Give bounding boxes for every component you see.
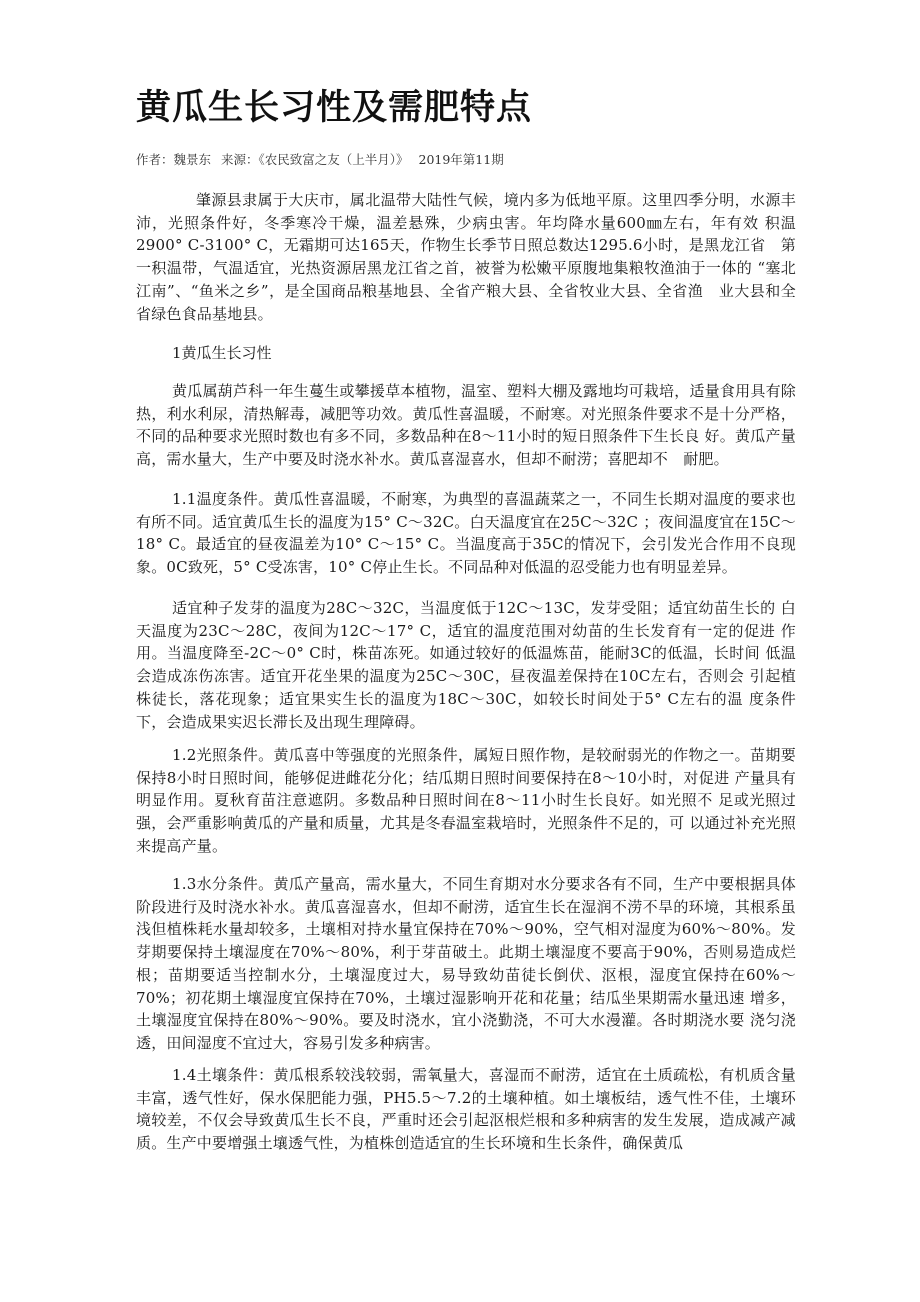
article-title: 黄瓜生长习性及需肥特点 (136, 88, 533, 128)
soil-paragraph: 1.4土壤条件：黄瓜根系较浅较弱，需氧量大，喜湿而不耐涝，适宜在土质疏松，有机质含量丰富，透气性好，保水保肥能力强，PH5.5～7.2的土壤种植。如土壤板结，透气性不佳，土壤环境较差，不仅会导致黄瓜生长不良，严重时还会引起沤根烂根和多种病害的发生发展，造成减产减质。生产中要增强土壤透气性，为植株创造适宜的生长环境和生长条件，确保黄瓜 (136, 1066, 796, 1153)
seedling-temperature-paragraph: 适宜种子发芽的温度为28C～32C，当温度低于12C～13C，发芽受阻；适宜幼苗生长的 白天温度为23C～28C，夜间为12C～17° C，适宜的温度范围对幼苗的生长发育有一定的促进 作用。当温度降至-2C～0° C时，株苗冻死。如通过较好的低温炼苗，能耐3C的低温，长时间 低温会造成冻伤冻害。适宜开花坐果的温度为25C～30C，昼夜温差保持在10C左右，否则会 引起植株徒长，落花现象；适宜果实生长的温度为18C～30C，如较长时间处于5° C左右的温 度条件下，会造成果实迟长滞长及出现生理障碍。 (136, 599, 796, 731)
section-heading: 1黄瓜生长习性 (172, 344, 272, 362)
issue: 2019年第11期 (418, 152, 504, 167)
source: 来源：《农民致富之友（上半月）》 (221, 152, 409, 167)
water-paragraph: 1.3水分条件。黄瓜产量高，需水量大，不同生育期对水分要求各有不同，生产中要根据具体阶段进行及时浇水补水。黄瓜喜湿喜水，但却不耐涝，适宜生长在湿润不涝不旱的环境，其根系虽浅但植株耗水量却较多，土壤相对持水量宜保持在70%～90%，空气相对湿度为60%～80%。发芽期要保持土壤湿度在70%～80%，利于芽苗破土。此期土壤湿度不要高于90%，否则易造成烂根；苗期要适当控制水分，土壤湿度过大，易导致幼苗徒长倒伏、沤根，湿度宜保持在60%～70%；初花期土壤湿度宜保持在70%，土壤过湿影响开花和花量；结瓜坐果期需水量迅速 增多，土壤湿度宜保持在80%～90%。要及时浇水，宜小浇勤浇，不可大水漫灌。各时期浇水要 浇匀浇透，田间湿度不宜过大，容易引发多种病害。 (136, 875, 796, 1052)
growth-habit-paragraph: 黄瓜属葫芦科一年生蔓生或攀援草本植物，温室、塑料大棚及露地均可栽培，适量食用具有除热，利水利尿，清热解毒，减肥等功效。黄瓜性喜温暖，不耐寒。对光照条件要求不是十分严格，不同的品种要求光照时数也有多不同，多数品种在8～11小时的短日照条件下生长良 好。黄瓜产量高，需水量大，生产中要及时浇水补水。黄瓜喜湿喜水，但却不耐涝；喜肥却不 耐肥。 (136, 382, 796, 469)
temperature-paragraph: 1.1温度条件。黄瓜性喜温暖，不耐寒，为典型的喜温蔬菜之一，不同生长期对温度的要求也有所不同。适宜黄瓜生长的温度为15° C～32C。白天温度宜在25C～32C ；夜间温度宜在15C～18° C。最适宜的昼夜温差为10° C～15° C。当温度高于35C的情况下，会引发光合作用不良现象。0C致死，5° C受冻害，10° C停止生长。不同品种对低温的忍受能力也有明显差异。 (136, 490, 796, 577)
intro-paragraph: 肇源县隶属于大庆市，属北温带大陆性气候，境内多为低地平原。这里四季分明，水源丰沛，光照条件好，冬季寒冷干燥，温差悬殊，少病虫害。年均降水量600㎜左右，年有效 积温2900° C-3100° C，无霜期可达165天，作物生长季节日照总数达1295.6小时，是黑龙江省 第一积温带，气温适宜，光热资源居黑龙江省之首，被誉为松嫩平原腹地集粮牧渔油于一体的 “塞北江南”、“鱼米之乡”，是全国商品粮基地县、全省产粮大县、全省牧业大县、全省渔 业大县和全省绿色食品基地县。 (136, 191, 796, 323)
article-byline (136, 149, 510, 171)
light-paragraph: 1.2光照条件。黄瓜喜中等强度的光照条件，属短日照作物，是较耐弱光的作物之一。苗期要保持8小时日照时间，能够促进雌花分化；结瓜期日照时间要保持在8～10小时，对促进 产量具有明显作用。夏秋育苗注意遮阴。多数品种日照时间在8～11小时生长良好。如光照不 足或光照过强，会严重影响黄瓜的产量和质量，尤其是冬春温室栽培时，光照条件不足的，可 以通过补充光照来提高产量。 (136, 746, 796, 855)
author: 作者：魏景东 (136, 152, 212, 167)
